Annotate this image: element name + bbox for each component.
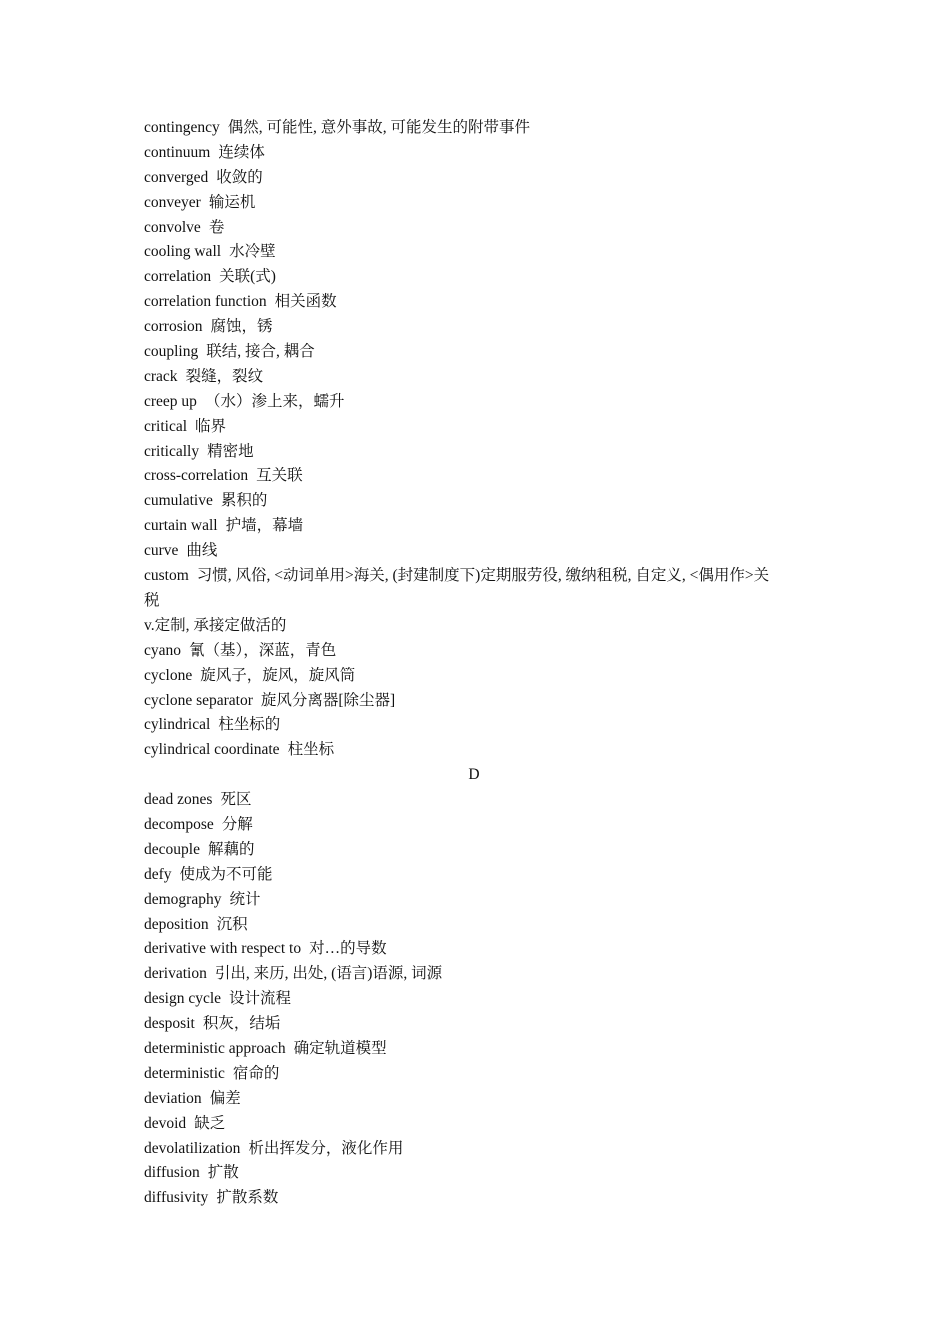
glossary-entry bbox=[144, 390, 784, 415]
entry-term: critical bbox=[144, 417, 188, 435]
entry-definition: 设计流程 bbox=[229, 990, 292, 1008]
entry-definition: 偏差 bbox=[209, 1089, 241, 1107]
entry-term: curve bbox=[144, 542, 179, 560]
glossary-entry bbox=[144, 141, 784, 166]
glossary-section-c bbox=[144, 116, 784, 614]
entry-term: deviation bbox=[144, 1089, 202, 1107]
entry-definition: 关联(式) bbox=[219, 268, 276, 286]
entry-term: convolve bbox=[144, 218, 201, 236]
glossary-entry bbox=[144, 888, 784, 913]
entry-term: cylindrical coordinate bbox=[144, 741, 280, 759]
entry-definition: 偶然, 可能性, 意外事故, 可能发生的附带事件 bbox=[227, 119, 531, 136]
entry-term: deterministic approach bbox=[144, 1039, 286, 1057]
entry-definition: 宿命的 bbox=[232, 1064, 280, 1082]
entry-term: corrosion bbox=[144, 318, 203, 336]
glossary-entry bbox=[144, 216, 784, 241]
entry-term: contingency bbox=[144, 119, 220, 136]
entry-definition: （水）渗上来，蠕升 bbox=[204, 392, 345, 410]
entry-term: continuum bbox=[144, 143, 211, 161]
entry-definition: 缺乏 bbox=[194, 1114, 226, 1132]
entry-term: demography bbox=[144, 890, 222, 908]
entry-definition: 沉积 bbox=[216, 915, 248, 933]
entry-term: deterministic bbox=[144, 1064, 225, 1082]
entry-definition: 对…的导数 bbox=[309, 940, 387, 958]
entry-definition: 扩散系数 bbox=[216, 1189, 279, 1207]
glossary-entry bbox=[144, 489, 784, 514]
entry-definition: 临界 bbox=[195, 417, 227, 435]
entry-definition: 连续体 bbox=[218, 143, 265, 161]
section-heading-letter: D bbox=[468, 766, 480, 784]
entry-term: coupling bbox=[144, 343, 199, 361]
entry-term: derivative with respect to bbox=[144, 940, 302, 958]
entry-term: cyclone separator bbox=[144, 691, 253, 709]
entry-definition: 互关联 bbox=[256, 467, 303, 485]
glossary-entry bbox=[144, 987, 784, 1012]
entry-term: cooling wall bbox=[144, 243, 222, 261]
entry-term: dead zones bbox=[144, 791, 213, 809]
entry-definition: 扩散 bbox=[207, 1164, 239, 1182]
glossary-entry bbox=[144, 365, 784, 390]
entry-definition: 相关函数 bbox=[274, 293, 337, 311]
glossary-entry bbox=[144, 539, 784, 564]
glossary-entry bbox=[144, 1186, 784, 1211]
entry-definition: 旋风分离器[除尘器] bbox=[260, 691, 396, 709]
entry-term: cyano bbox=[144, 641, 182, 659]
entry-term: cumulative bbox=[144, 492, 213, 510]
glossary-entry bbox=[144, 191, 784, 216]
glossary-entry bbox=[144, 1137, 784, 1162]
entry-definition: 卷 bbox=[208, 218, 225, 236]
glossary-entry bbox=[144, 240, 784, 265]
glossary-entry bbox=[144, 689, 784, 714]
glossary-entry bbox=[144, 415, 784, 440]
glossary-entry bbox=[144, 290, 784, 315]
entry-term: correlation bbox=[144, 268, 212, 286]
glossary-entry bbox=[144, 265, 784, 290]
entry-definition: 习惯, 风俗, <动词单用>海关, (封建制度下)定期服劳役, 缴纳租税, 自定义, <偶用作>关税 bbox=[144, 567, 770, 609]
glossary-entry bbox=[144, 116, 784, 141]
entry-term: deposition bbox=[144, 915, 209, 933]
entry-term: conveyer bbox=[144, 193, 201, 211]
entry-term: decouple bbox=[144, 840, 200, 858]
glossary-entry bbox=[144, 1087, 784, 1112]
glossary-entry bbox=[144, 440, 784, 465]
glossary-section-d bbox=[144, 788, 784, 1211]
glossary-entry bbox=[144, 937, 784, 962]
entry-definition: 解藕的 bbox=[207, 840, 255, 858]
entry-definition: 曲线 bbox=[186, 542, 218, 560]
glossary-entry bbox=[144, 664, 784, 689]
entry-definition: 水冷壁 bbox=[229, 243, 276, 261]
entry-definition: 分解 bbox=[221, 815, 253, 833]
entry-term: custom bbox=[144, 567, 189, 585]
glossary-entry bbox=[144, 166, 784, 191]
entry-definition: 积灰，结垢 bbox=[202, 1015, 281, 1033]
glossary-entry bbox=[144, 813, 784, 838]
entry-definition: 护墙，幕墙 bbox=[225, 517, 304, 535]
glossary-entry bbox=[144, 1161, 784, 1186]
glossary-entry bbox=[144, 713, 784, 738]
entry-definition: 统计 bbox=[229, 890, 261, 908]
glossary-continuation-line: v.定制, 承接定做活的 bbox=[144, 616, 287, 634]
entry-definition: 旋风子，旋风，旋风筒 bbox=[200, 666, 356, 684]
entry-term: crack bbox=[144, 367, 178, 385]
entry-definition: 裂缝，裂纹 bbox=[185, 367, 264, 385]
entry-definition: 输运机 bbox=[208, 193, 256, 211]
entry-definition: 收敛的 bbox=[216, 168, 263, 186]
entry-definition: 确定轨道模型 bbox=[293, 1039, 387, 1057]
entry-definition: 死区 bbox=[220, 791, 252, 809]
glossary-entry bbox=[144, 1037, 784, 1062]
entry-term: correlation function bbox=[144, 293, 267, 311]
glossary-entry bbox=[144, 863, 784, 888]
glossary-entry bbox=[144, 788, 784, 813]
glossary-entry bbox=[144, 738, 784, 763]
glossary-entry bbox=[144, 1012, 784, 1037]
entry-term: creep up bbox=[144, 392, 197, 410]
entry-term: diffusion bbox=[144, 1164, 200, 1182]
entry-definition: 累积的 bbox=[220, 492, 268, 510]
glossary-entry bbox=[144, 340, 784, 365]
glossary-entry bbox=[144, 1112, 784, 1137]
entry-definition: 使成为不可能 bbox=[179, 865, 273, 883]
entry-definition: 柱坐标的 bbox=[218, 716, 281, 734]
entry-term: derivation bbox=[144, 965, 207, 983]
entry-definition: 联结, 接合, 耦合 bbox=[206, 343, 315, 361]
entry-term: critically bbox=[144, 442, 200, 460]
entry-term: design cycle bbox=[144, 990, 222, 1008]
glossary-entry bbox=[144, 962, 784, 987]
glossary-entry bbox=[144, 639, 784, 664]
glossary-section-c-cont bbox=[144, 639, 784, 763]
glossary-entry bbox=[144, 1062, 784, 1087]
entry-definition: 氰（基），深蓝，青色 bbox=[189, 641, 337, 659]
entry-definition: 腐蚀，锈 bbox=[210, 318, 273, 336]
entry-definition: 析出挥发分，液化作用 bbox=[248, 1139, 404, 1157]
entry-term: devoid bbox=[144, 1114, 187, 1132]
entry-term: diffusivity bbox=[144, 1189, 209, 1207]
entry-term: cyclone bbox=[144, 666, 193, 684]
entry-term: defy bbox=[144, 865, 172, 883]
entry-term: devolatilization bbox=[144, 1139, 241, 1157]
entry-term: cylindrical bbox=[144, 716, 211, 734]
entry-term: desposit bbox=[144, 1015, 195, 1033]
entry-term: cross-correlation bbox=[144, 467, 249, 485]
glossary-entry bbox=[144, 464, 784, 489]
entry-definition: 精密地 bbox=[207, 442, 254, 460]
entry-definition: 引出, 来历, 出处, (语言)语源, 词源 bbox=[214, 965, 443, 983]
entry-term: converged bbox=[144, 168, 209, 186]
entry-term: curtain wall bbox=[144, 517, 218, 535]
entry-definition: 柱坐标 bbox=[287, 741, 335, 759]
glossary-list bbox=[144, 116, 784, 1211]
entry-term: decompose bbox=[144, 815, 214, 833]
glossary-entry bbox=[144, 564, 784, 614]
glossary-entry bbox=[144, 514, 784, 539]
glossary-entry bbox=[144, 838, 784, 863]
glossary-entry bbox=[144, 913, 784, 938]
glossary-entry bbox=[144, 315, 784, 340]
